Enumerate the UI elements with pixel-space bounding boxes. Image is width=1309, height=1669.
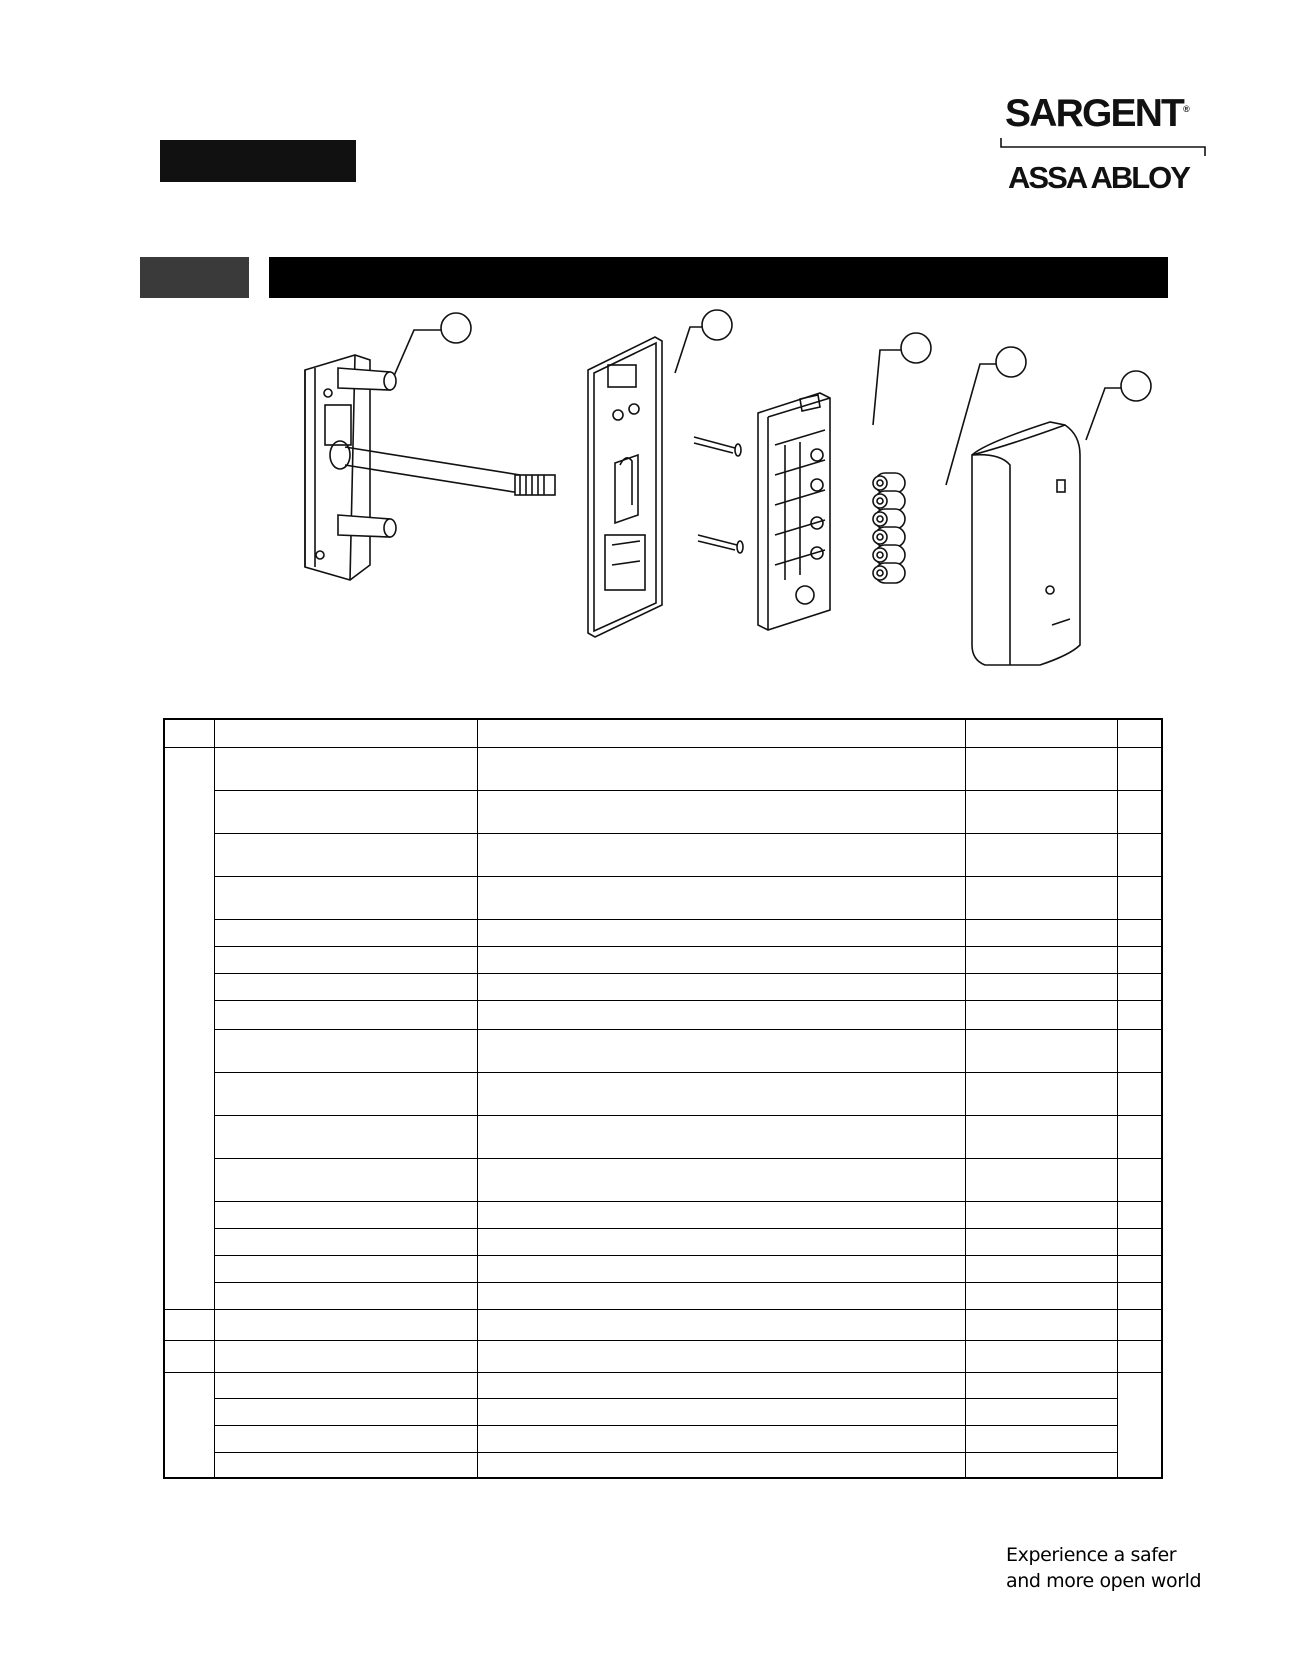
table-row (164, 1282, 1162, 1309)
table-row (164, 833, 1162, 876)
callout-circle-1 (441, 313, 471, 343)
part-3-electronics-module (758, 393, 830, 630)
callout-circle-5 (1121, 371, 1151, 401)
parts-list-table (163, 718, 1163, 1479)
section-number-tab (140, 257, 249, 298)
callout-circle-4 (996, 347, 1026, 377)
logo-divider (1000, 138, 1206, 156)
table-row (164, 1072, 1162, 1115)
callout-circle-2 (702, 310, 732, 340)
table-row (164, 1228, 1162, 1255)
table-row (164, 876, 1162, 919)
part-screws (694, 437, 743, 553)
tagline-line-2: and more open world (1006, 1570, 1202, 1592)
item-group-cell-1 (164, 747, 214, 1309)
part-4-batteries (873, 473, 905, 583)
part-5-front-cover (972, 422, 1080, 665)
table-row (164, 919, 1162, 946)
callout-circle-3 (901, 333, 931, 363)
table-row (164, 946, 1162, 973)
exploded-parts-drawing (280, 305, 1280, 715)
table-row (164, 1201, 1162, 1228)
table-row (164, 790, 1162, 833)
table-row (164, 1158, 1162, 1201)
tagline (1006, 1542, 1201, 1594)
tagline-line-1: Experience a safer (1006, 1544, 1177, 1566)
part-1-back-housing (305, 355, 555, 580)
brand-top-text: SARGENT (1005, 92, 1184, 135)
assa-abloy-logo: ASSA ABLOY (1008, 160, 1189, 195)
table-row (164, 1398, 1162, 1425)
table-row (164, 1425, 1162, 1452)
table-row (164, 1452, 1162, 1478)
table-row (164, 1115, 1162, 1158)
section-label-tab (160, 140, 356, 182)
table-row (164, 1372, 1162, 1398)
table-row (164, 1309, 1162, 1340)
sargent-logo (1005, 92, 1190, 136)
table-row (164, 1255, 1162, 1282)
part-2-mounting-plate (588, 337, 662, 637)
table-row (164, 1029, 1162, 1072)
table-header-row (164, 719, 1162, 747)
table-row (164, 973, 1162, 1000)
qty-group-cell (1117, 1372, 1162, 1478)
table-row (164, 1000, 1162, 1029)
item-group-cell-4 (164, 1372, 214, 1478)
table-row (164, 747, 1162, 790)
section-title-bar (269, 257, 1168, 298)
table-row (164, 1340, 1162, 1372)
registered-mark: ® (1183, 104, 1190, 114)
